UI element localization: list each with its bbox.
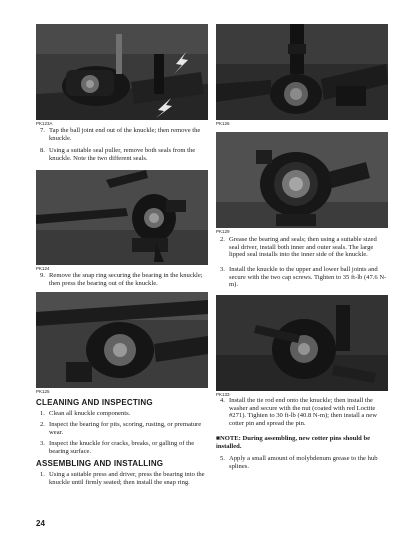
section-heading-assembling: ASSEMBLING AND INSTALLING	[36, 459, 164, 468]
step-4	[220, 397, 388, 429]
cleaning-step-1	[40, 410, 208, 418]
step-number: 3.	[40, 440, 45, 447]
step-5	[220, 455, 388, 471]
step-number: 1.	[40, 471, 45, 478]
photo-pk125	[36, 292, 208, 388]
step-text: Install the knuckle to the upper and lower ball joints and secure with the two cap screws. Tighten to 35 ft-lb (47.6 N-m).	[229, 266, 387, 289]
step-number: 2.	[220, 236, 225, 243]
photo-pk123a	[36, 24, 208, 120]
step-text: Tap the ball joint end out of the knuckle; then remove the knuckle.	[49, 127, 201, 142]
step-text: Inspect the knuckle for cracks, breaks, or galling of the bearing surface.	[49, 440, 195, 455]
step-number: 1.	[40, 410, 45, 417]
step-text: Inspect the bearing for pits, scoring, rusting, or premature wear.	[49, 421, 202, 436]
photo-pk126	[216, 24, 388, 120]
step-number: 3.	[220, 266, 225, 273]
assembling-step-1	[40, 471, 208, 495]
cleaning-step-3	[40, 440, 208, 456]
step-text: Grease the bearing and seals; then using a suitable sized seal driver, install both inner and outer seals. The large lipped seal installs into the inner side of the knuckle.	[229, 236, 377, 259]
photo-pk129	[216, 132, 388, 228]
note: ■NOTE: During assembling, new cotter pins should be installed.	[216, 435, 371, 450]
step-number: 5.	[220, 455, 225, 462]
step-text: Remove the snap ring securing the bearing in the knuckle; then press the bearing out of the knuckle.	[49, 272, 203, 287]
step-text: Using a suitable press and driver, press the bearing into the knuckle until firmly seated; then install the snap ring.	[49, 471, 205, 486]
step-7	[40, 127, 208, 143]
step-text: Apply a small amount of molybdenum grease to the hub splines.	[229, 455, 378, 470]
step-8	[40, 147, 208, 171]
step-text: Install the tie rod end onto the knuckle; then install the washer and secure with the nut (coated with red Loctite #271). Tighten to 30 ft-lb (40.8 N-m); then install a new cotter pin and spread the pin.	[229, 397, 377, 427]
step-text: Using a suitable seal puller, remove both seals from the knuckle. Note the two different seals.	[49, 147, 196, 162]
figure-code: PK129	[216, 229, 230, 234]
section-heading-cleaning: CLEANING AND INSPECTING	[36, 398, 153, 407]
photo-pk124	[36, 170, 208, 265]
step-number: 7.	[40, 127, 45, 134]
photo-pk133	[216, 295, 388, 391]
page-number: 24	[36, 519, 45, 528]
step-number: 9.	[40, 272, 45, 279]
figure-code: PK123A	[36, 121, 53, 126]
step-number: 2.	[40, 421, 45, 428]
figure-code: PK125	[36, 389, 50, 394]
step-9	[40, 272, 208, 288]
step-number: 4.	[220, 397, 225, 404]
step-3	[220, 266, 388, 290]
figure-code: PK124	[36, 266, 50, 271]
cleaning-step-2	[40, 421, 208, 437]
figure-code: PK133	[216, 392, 230, 397]
step-text: Clean all knuckle components.	[49, 410, 131, 417]
figure-code: PK126	[216, 121, 230, 126]
step-number: 8.	[40, 147, 45, 154]
